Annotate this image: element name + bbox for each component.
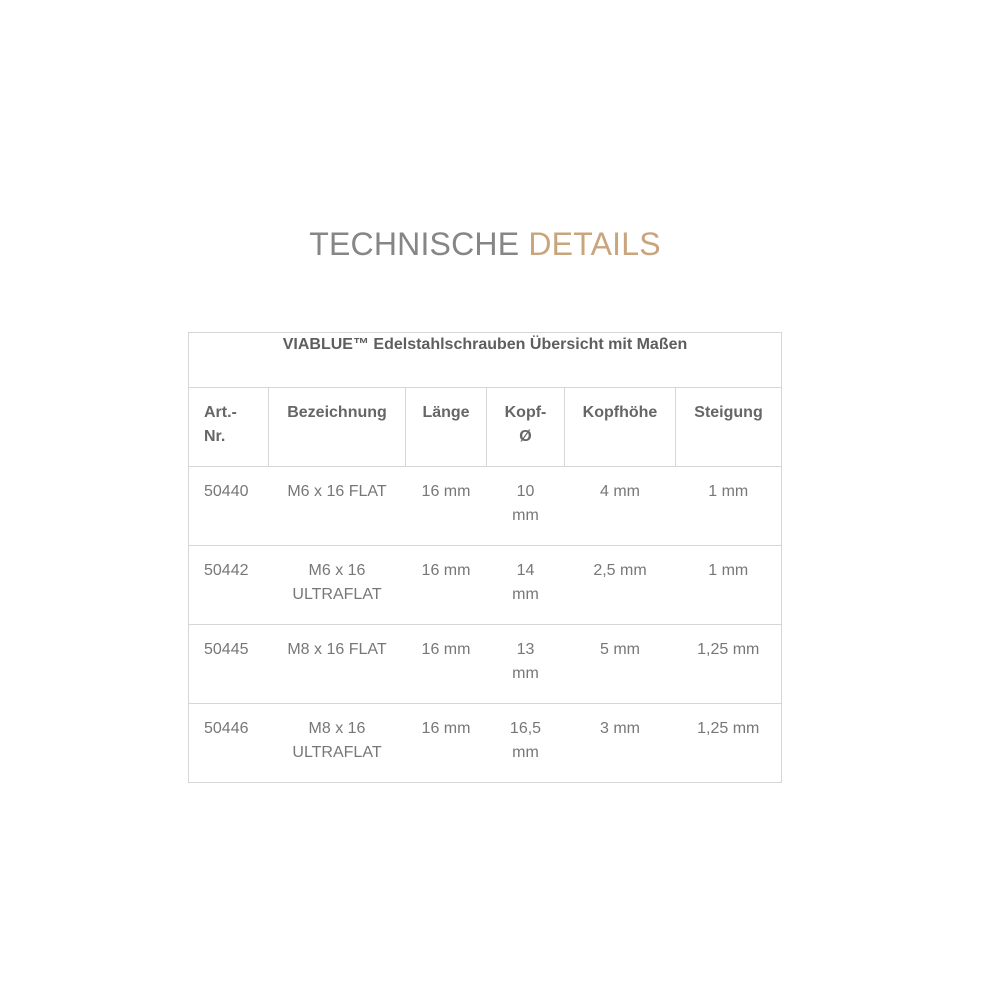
header-art-nr: Art.-Nr. xyxy=(189,388,269,467)
cell-kopf-durchmesser: 14 mm xyxy=(487,546,565,625)
table-row xyxy=(189,546,782,625)
cell-steigung: 1 mm xyxy=(676,467,782,546)
table-row xyxy=(189,704,782,783)
page-title-part-2: DETAILS xyxy=(528,226,661,262)
cell-kopfhoehe: 5 mm xyxy=(565,625,676,704)
header-kopfhoehe: Kopfhöhe xyxy=(565,388,676,467)
cell-steigung: 1,25 mm xyxy=(676,704,782,783)
cell-kopf-durchmesser: 16,5 mm xyxy=(487,704,565,783)
header-bezeichnung: Bezeichnung xyxy=(269,388,406,467)
cell-laenge: 16 mm xyxy=(406,467,487,546)
cell-steigung: 1 mm xyxy=(676,546,782,625)
header-laenge: Länge xyxy=(406,388,487,467)
cell-bezeichnung: M8 x 16 FLAT xyxy=(269,625,406,704)
cell-art-nr: 50445 xyxy=(189,625,269,704)
cell-art-nr: 50440 xyxy=(189,467,269,546)
table-header-row xyxy=(189,388,782,467)
cell-art-nr: 50446 xyxy=(189,704,269,783)
cell-kopf-durchmesser: 10 mm xyxy=(487,467,565,546)
table-caption: VIABLUE™ Edelstahlschrauben Übersicht mit Maßen xyxy=(189,333,782,388)
cell-laenge: 16 mm xyxy=(406,625,487,704)
cell-kopfhoehe: 2,5 mm xyxy=(565,546,676,625)
page-title xyxy=(0,226,970,263)
spec-table xyxy=(188,332,782,783)
cell-kopfhoehe: 4 mm xyxy=(565,467,676,546)
cell-bezeichnung: M8 x 16 ULTRAFLAT xyxy=(269,704,406,783)
header-steigung: Steigung xyxy=(676,388,782,467)
cell-laenge: 16 mm xyxy=(406,704,487,783)
cell-art-nr: 50442 xyxy=(189,546,269,625)
page-title-part-1: TECHNISCHE xyxy=(309,226,529,262)
cell-bezeichnung: M6 x 16 FLAT xyxy=(269,467,406,546)
table-row xyxy=(189,467,782,546)
cell-kopf-durchmesser: 13 mm xyxy=(487,625,565,704)
table-row xyxy=(189,625,782,704)
cell-steigung: 1,25 mm xyxy=(676,625,782,704)
cell-bezeichnung: M6 x 16 ULTRAFLAT xyxy=(269,546,406,625)
cell-laenge: 16 mm xyxy=(406,546,487,625)
cell-kopfhoehe: 3 mm xyxy=(565,704,676,783)
header-kopf-durchmesser: Kopf-Ø xyxy=(487,388,565,467)
